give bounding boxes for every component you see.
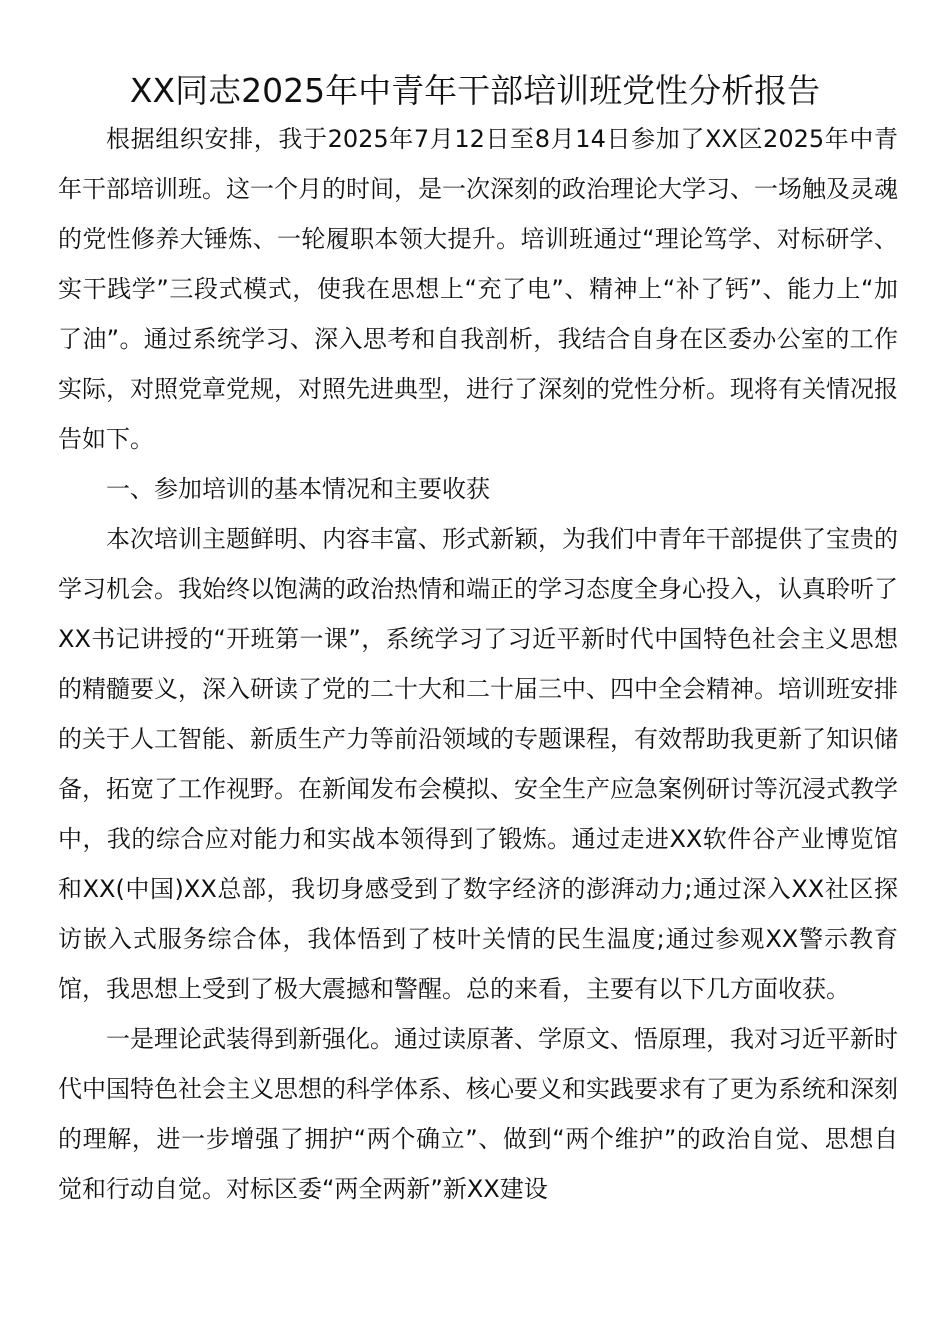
- document-body: [58, 114, 898, 1214]
- section-paragraph: 一是理论武装得到新强化。通过读原著、学原文、悟原理，我对习近平新时代中国特色社会主义思想的科学体系、核心要义和实践要求有了更为系统和深刻的理解，进一步增强了拥护“两个确立”、做到“两个维护”的政治自觉、思想自觉和行动自觉。对标区委“两全两新”新XX建设: [58, 1025, 898, 1203]
- intro-paragraph: 根据组织安排，我于2025年7月12日至8月14日参加了XX区2025年中青年干部培训班。这一个月的时间，是一次深刻的政治理论大学习、一场触及灵魂的党性修养大锤炼、一轮履职本领大提升。培训班通过“理论笃学、对标研学、实干践学”三段式模式，使我在思想上“充了电”、精神上“补了钙”、能力上“加了油”。通过系统学习、深入思考和自我剖析，我结合自身在区委办公室的工作实际，对照党章党规，对照先进典型，进行了深刻的党性分析。现将有关情况报告如下。: [58, 125, 898, 453]
- section-heading: 一、参加培训的基本情况和主要收获: [106, 475, 490, 503]
- document-title: XX同志2025年中青年干部培训班党性分析报告: [129, 71, 821, 110]
- section-paragraph: 本次培训主题鲜明、内容丰富、形式新颖，为我们中青年干部提供了宝贵的学习机会。我始终以饱满的政治热情和端正的学习态度全身心投入，认真聆听了XX书记讲授的“开班第一课”，系统学习了习近平新时代中国特色社会主义思想的精髓要义，深入研读了党的二十大和二十届三中、四中全会精神。培训班安排的关于人工智能、新质生产力等前沿领域的专题课程，有效帮助我更新了知识储备，拓宽了工作视野。在新闻发布会模拟、安全生产应急案例研讨等沉浸式教学中，我的综合应对能力和实战本领得到了锻炼。通过走进XX软件谷产业博览馆和XX(中国)XX总部，我切身感受到了数字经济的澎湃动力;通过深入XX社区探访嵌入式服务综合体，我体悟到了枝叶关情的民生温度;通过参观XX警示教育馆，我思想上受到了极大震撼和警醒。总的来看，主要有以下几方面收获。: [58, 525, 898, 1003]
